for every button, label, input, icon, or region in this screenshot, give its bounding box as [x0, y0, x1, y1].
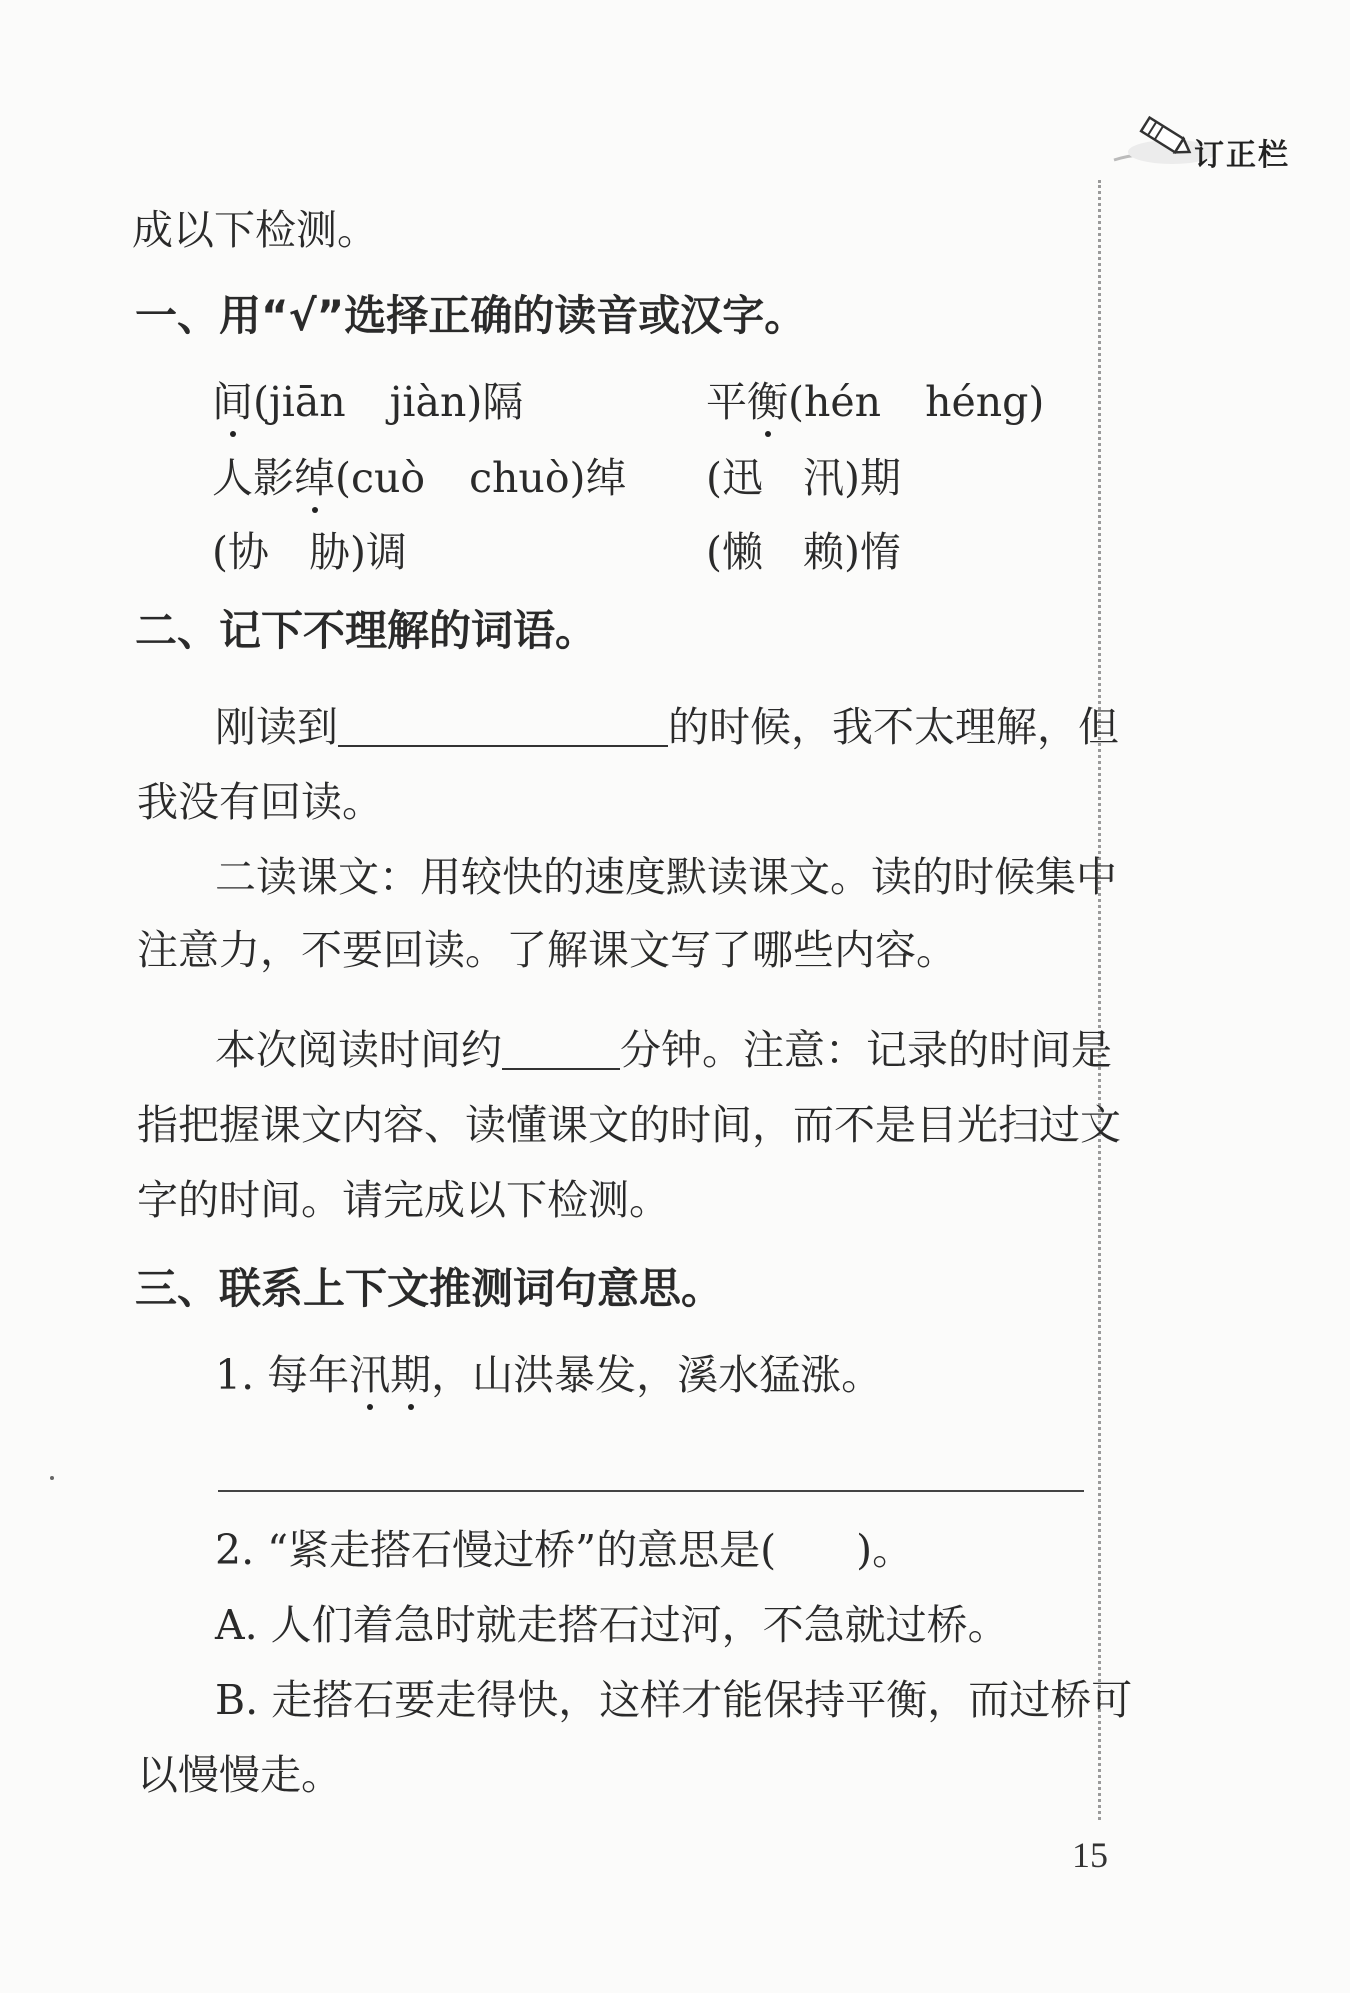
s1-row1-left: 间(jiān jiàn)隔	[212, 378, 524, 426]
s3-option-a: A. 人们着急时就走搭石过河，不急就过桥。	[215, 1601, 1009, 1649]
s2-line1: 刚读到 的时候，我不太理解，但	[215, 703, 1119, 751]
s2-para3-line1: 本次阅读时间约 分钟。注意：记录的时间是	[215, 1026, 1112, 1074]
s1-row2-right: (迅 汛)期	[706, 454, 901, 502]
emphasis-char: 间	[212, 378, 253, 426]
s2-line2: 我没有回读。	[137, 778, 383, 826]
s2-para2-line1: 二读课文：用较快的速度默读课文。读的时候集中	[215, 853, 1117, 901]
page-number: 15	[1072, 1835, 1108, 1875]
s1-row3-left: (协 胁)调	[212, 528, 407, 576]
correction-column-label: 订正栏	[1194, 138, 1290, 173]
s1-row2-left: 人影绰(cuò chuò)绰	[212, 454, 627, 502]
time-blank[interactable]	[502, 1032, 620, 1070]
s2-para3-line2: 指把握课文内容、读懂课文的时间，而不是目光扫过文	[137, 1101, 1121, 1149]
word-blank[interactable]	[338, 709, 668, 747]
s2-para2-line2: 注意力，不要回读。了解课文写了哪些内容。	[137, 926, 957, 974]
section2-heading: 二、记下不理解的词语。	[135, 606, 598, 655]
s3-q1: 1. 每年汛期，山洪暴发，溪水猛涨。	[215, 1351, 883, 1399]
s2-para3-line3: 字的时间。请完成以下检测。	[137, 1176, 670, 1224]
s1-row1-right: 平衡(hén héng)	[706, 378, 1045, 426]
s3-q2: 2. “紧走搭石慢过桥”的意思是( )。	[215, 1526, 914, 1574]
s3-option-b-line2: 以慢慢走。	[137, 1751, 342, 1799]
section3-heading: 三、联系上下文推测词句意思。	[135, 1264, 724, 1313]
emphasis-char: 绰	[294, 454, 335, 502]
section1-heading: 一、用“√”选择正确的读音或汉字。	[135, 291, 807, 340]
correction-column-header	[1112, 108, 1342, 178]
correction-divider	[1098, 180, 1101, 1820]
emphasis-char: 衡	[747, 378, 788, 426]
s3-option-b-line1: B. 走搭石要走得快，这样才能保持平衡，而过桥可	[215, 1676, 1133, 1724]
q1-answer-line[interactable]	[218, 1490, 1084, 1492]
emphasis-char: 期	[390, 1351, 432, 1399]
emphasis-char: 汛	[349, 1351, 391, 1399]
top-line: 成以下检测。	[132, 206, 378, 254]
s1-row3-right: (懒 赖)惰	[706, 528, 901, 576]
